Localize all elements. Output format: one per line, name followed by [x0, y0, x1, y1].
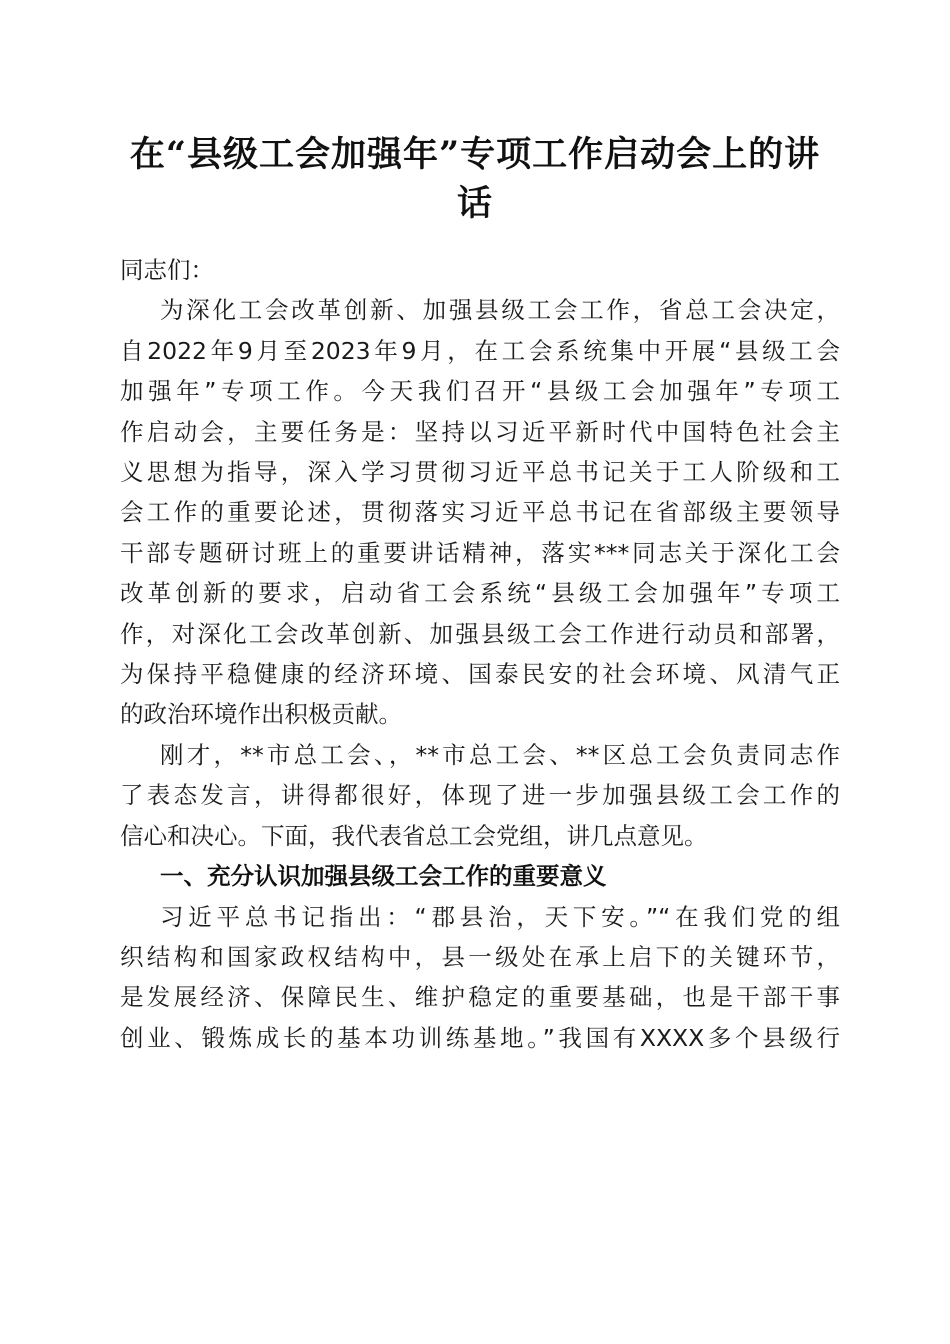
section-1-heading	[120, 856, 840, 896]
paragraph-3-line: 创业、锻炼成长的基本功训练基地。”我国有XXXX多个县级行	[120, 1023, 840, 1052]
document-body	[120, 250, 840, 1058]
paragraph-1-line: 干部专题研讨班上的重要讲话精神，落实***同志关于深化工会	[120, 538, 840, 567]
paragraph-3-line: 习近平总书记指出：“郡县治，天下安。”“在我们党的组	[160, 902, 840, 931]
paragraph-1-line: 为深化工会改革创新、加强县级工会工作，省总工会决定，	[160, 296, 840, 325]
paragraph-2-line: 了表态发言，讲得都很好，体现了进一步加强县级工会工作的	[120, 781, 840, 810]
paragraph-2-line: 刚才，**市总工会、，**市总工会、**区总工会负责同志作	[160, 740, 840, 769]
paragraph-1-line: 改革创新的要求，启动省工会系统“县级工会加强年”专项工	[120, 579, 840, 608]
paragraph-3-line: 织结构和国家政权结构中，县一级处在承上启下的关键环节，	[120, 942, 840, 971]
document-title	[100, 130, 850, 228]
paragraph-3-line: 是发展经济、保障民生、维护稳定的重要基础，也是干部干事	[120, 983, 840, 1012]
section-heading-text: 一、充分认识加强县级工会工作的重要意义	[160, 862, 607, 891]
paragraph-2-line: 信心和决心。下面，我代表省总工会党组，讲几点意见。	[120, 821, 708, 850]
paragraph-1-line: 加强年”专项工作。今天我们召开“县级工会加强年”专项工	[120, 377, 840, 406]
salutation	[120, 250, 840, 290]
paragraph-1-line: 义思想为指导，深入学习贯彻习近平总书记关于工人阶级和工	[120, 458, 840, 487]
paragraph-2	[120, 735, 840, 856]
title-line-1: 在“县级工会加强年”专项工作启动会上的讲	[129, 134, 821, 175]
title-line-2: 话	[456, 183, 493, 224]
paragraph-1-line: 自2022年9月至2023年9月，在工会系统集中开展“县级工会	[120, 336, 840, 365]
paragraph-1-line: 作，对深化工会改革创新、加强县级工会工作进行动员和部署，	[120, 619, 840, 648]
paragraph-1-line: 的政治环境作出积极贡献。	[120, 700, 402, 729]
paragraph-1-line: 会工作的重要论述，贯彻落实习近平总书记在省部级主要领导	[120, 498, 840, 527]
paragraph-3	[120, 897, 840, 1059]
salutation-text: 同志们：	[120, 256, 214, 284]
paragraph-1-line: 作启动会，主要任务是：坚持以习近平新时代中国特色社会主	[120, 417, 840, 446]
paragraph-1	[120, 290, 840, 734]
paragraph-1-line: 为保持平稳健康的经济环境、国泰民安的社会环境、风清气正	[120, 660, 840, 689]
